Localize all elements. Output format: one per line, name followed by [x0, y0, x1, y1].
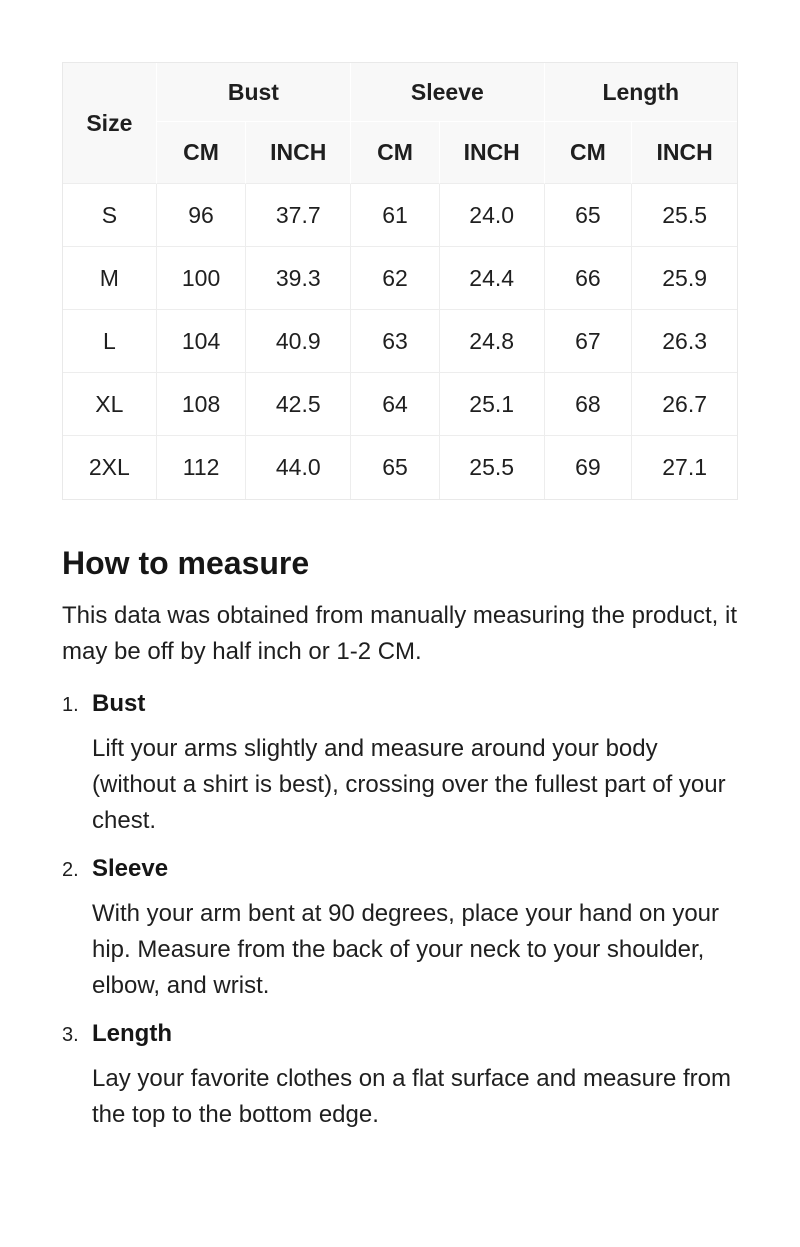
measurement-cell: 27.1 [632, 436, 737, 499]
table-row-s [63, 184, 737, 247]
measurement-cell: 96 [157, 184, 247, 247]
size-cell: L [63, 310, 157, 373]
step-title: Length [92, 1020, 172, 1047]
step-heading [62, 686, 740, 725]
step-description: With your arm bent at 90 degrees, place your hand on your hip. Measure from the back of your neck to your shoulder, elbow, and wrist. [92, 900, 720, 999]
step-title: Sleeve [92, 855, 169, 882]
measure-step-sleeve [62, 851, 740, 1004]
size-cell: M [63, 247, 157, 310]
measurement-cell: 39.3 [246, 247, 351, 310]
measurement-cell: 65 [351, 436, 440, 499]
step-number: 2. [62, 859, 79, 881]
unit-header-sleeve-inch: INCH [440, 122, 545, 184]
measurement-cell: 68 [545, 373, 633, 436]
column-header-size: Size [63, 63, 157, 184]
header-group-row [63, 63, 737, 122]
measurement-cell: 24.8 [440, 310, 545, 373]
measure-step-length [62, 1016, 740, 1133]
measure-steps-list [62, 686, 740, 1133]
header-units-row [63, 122, 737, 184]
measurement-cell: 25.5 [632, 184, 737, 247]
column-header-sleeve: Sleeve [351, 63, 544, 122]
unit-header-length-cm: CM [545, 122, 633, 184]
unit-header-bust-inch: INCH [246, 122, 351, 184]
table-row-l [63, 310, 737, 373]
measurement-cell: 26.7 [632, 373, 737, 436]
measurement-cell: 25.9 [632, 247, 737, 310]
measurement-cell: 37.7 [246, 184, 351, 247]
step-number: 1. [62, 694, 79, 716]
measurement-cell: 40.9 [246, 310, 351, 373]
size-cell: XL [63, 373, 157, 436]
measurement-cell: 44.0 [246, 436, 351, 499]
measurement-cell: 104 [157, 310, 247, 373]
measure-disclaimer-text: This data was obtained from manually measuring the product, it may be off by half inch or 1-2 CM. [62, 602, 738, 665]
measurement-cell: 112 [157, 436, 247, 499]
measurement-cell: 108 [157, 373, 247, 436]
unit-header-sleeve-cm: CM [351, 122, 440, 184]
size-cell: 2XL [63, 436, 157, 499]
size-guide-page [62, 62, 740, 1133]
step-number: 3. [62, 1024, 79, 1046]
measurement-cell: 24.0 [440, 184, 545, 247]
size-chart-body [63, 184, 737, 499]
measurement-cell: 24.4 [440, 247, 545, 310]
measurement-cell: 69 [545, 436, 633, 499]
table-row-xl [63, 373, 737, 436]
column-header-bust: Bust [157, 63, 351, 122]
size-cell: S [63, 184, 157, 247]
measurement-cell: 26.3 [632, 310, 737, 373]
measurement-cell: 63 [351, 310, 440, 373]
measurement-cell: 64 [351, 373, 440, 436]
measurement-cell: 66 [545, 247, 633, 310]
measurement-cell: 25.1 [440, 373, 545, 436]
step-description: Lift your arms slightly and measure around your body (without a shirt is best), crossing over the fullest part of your chest. [92, 735, 726, 834]
measurement-cell: 42.5 [246, 373, 351, 436]
table-row-2xl [63, 436, 737, 499]
measurement-cell: 62 [351, 247, 440, 310]
unit-header-bust-cm: CM [157, 122, 247, 184]
step-title: Bust [92, 690, 146, 717]
measure-step-bust [62, 686, 740, 839]
measurement-cell: 100 [157, 247, 247, 310]
table-row-m [63, 247, 737, 310]
measurement-cell: 61 [351, 184, 440, 247]
unit-header-length-inch: INCH [632, 122, 737, 184]
measurement-cell: 25.5 [440, 436, 545, 499]
size-chart-table [62, 62, 738, 500]
step-heading [62, 1016, 740, 1055]
size-chart-header [63, 63, 737, 184]
step-heading [62, 851, 740, 890]
column-header-length: Length [545, 63, 737, 122]
step-description: Lay your favorite clothes on a flat surface and measure from the top to the bottom edge. [92, 1065, 731, 1128]
how-to-measure-heading: How to measure [62, 545, 310, 581]
measurement-cell: 65 [545, 184, 633, 247]
measurement-cell: 67 [545, 310, 633, 373]
